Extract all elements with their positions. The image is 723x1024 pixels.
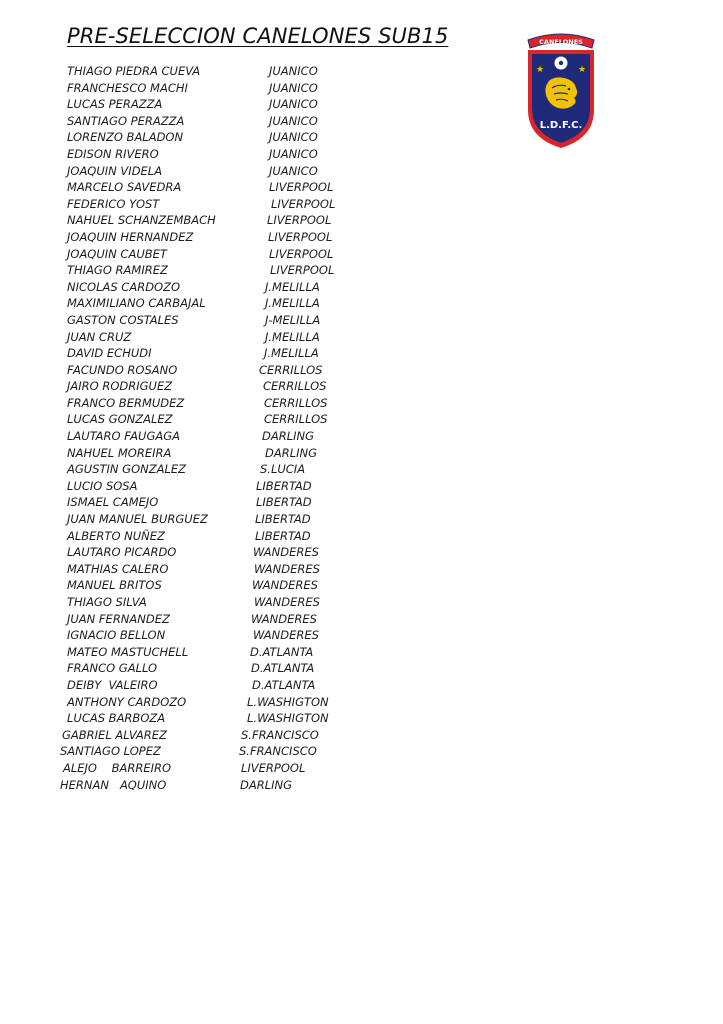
player-club: LIBERTAD — [255, 528, 311, 543]
player-club: LIVERPOOL — [270, 263, 335, 278]
player-club: CERRILLOS — [264, 395, 328, 410]
player-name: JOAQUIN HERNANDEZ — [67, 229, 194, 244]
player-name: LUCIO SOSA — [67, 478, 138, 493]
player-club: D.ATLANTA — [250, 644, 314, 659]
player-row — [0, 644, 723, 661]
player-row — [0, 163, 723, 180]
player-club: JUANICO — [269, 80, 318, 95]
player-name: LUCAS GONZALEZ — [67, 412, 173, 427]
player-row — [0, 129, 723, 146]
player-name: NICOLAS CARDOZO — [67, 279, 181, 294]
player-row — [0, 428, 723, 445]
player-row — [0, 395, 723, 412]
player-row — [0, 445, 723, 462]
player-row — [0, 760, 723, 777]
player-row — [0, 96, 723, 113]
player-row — [0, 262, 723, 279]
player-club: LIVERPOOL — [267, 213, 332, 228]
player-name: NAHUEL SCHANZEMBACH — [67, 213, 216, 228]
player-club: S.LUCIA — [260, 462, 306, 477]
player-club: LIVERPOOL — [269, 246, 334, 261]
player-name: LORENZO BALADON — [67, 130, 184, 145]
player-name: EDISON RIVERO — [67, 146, 159, 161]
player-row — [0, 345, 723, 362]
player-name: THIAGO SILVA — [67, 595, 147, 609]
player-name: JUAN CRUZ — [67, 329, 132, 344]
player-row — [0, 660, 723, 677]
player-name: NAHUEL MOREIRA — [67, 445, 172, 460]
player-club: JUANICO — [269, 146, 318, 161]
player-name: MAXIMILIANO CARBAJAL — [67, 296, 206, 311]
player-name: FRANCHESCO MACHI — [67, 80, 188, 95]
player-name: THIAGO PIEDRA CUEVA — [67, 64, 201, 78]
player-name: SANTIAGO LOPEZ — [60, 744, 161, 759]
player-club: WANDERES — [254, 595, 320, 609]
player-club: JUANICO — [269, 130, 318, 145]
svg-text:★: ★ — [535, 65, 545, 75]
player-name: LAUTARO PICARDO — [67, 545, 177, 560]
player-row — [0, 710, 723, 727]
player-club: L.WASHIGTON — [247, 694, 329, 709]
player-name: LUCAS PERAZZA — [67, 97, 163, 112]
player-row — [0, 146, 723, 163]
player-club: LIVERPOOL — [271, 196, 336, 211]
player-club: J-MELILLA — [265, 312, 321, 327]
player-row — [0, 494, 723, 511]
player-name: THIAGO RAMIREZ — [67, 263, 168, 278]
player-row — [0, 561, 723, 578]
player-club: LIVERPOOL — [269, 180, 334, 195]
player-row — [0, 329, 723, 346]
player-club: JUANICO — [269, 64, 318, 78]
player-club: JUANICO — [269, 113, 318, 128]
player-name: MARCELO SAVEDRA — [67, 180, 182, 195]
player-row — [0, 594, 723, 611]
player-row — [0, 279, 723, 296]
player-club: DARLING — [262, 429, 315, 444]
player-name: DAVID ECHUDI — [67, 346, 152, 361]
player-row — [0, 229, 723, 246]
player-club: D.ATLANTA — [252, 677, 316, 692]
player-club: LIVERPOOL — [268, 229, 333, 244]
player-name: MANUEL BRITOS — [67, 578, 162, 593]
player-club: CERRILLOS — [259, 362, 323, 377]
player-name: JUAN FERNANDEZ — [67, 611, 170, 626]
player-name: FRANCO BERMUDEZ — [67, 395, 185, 410]
player-name: DEIBY VALEIRO — [67, 677, 158, 692]
player-name: JOAQUIN VIDELA — [67, 163, 163, 178]
player-name: ISMAEL CAMEJO — [67, 495, 159, 510]
player-row — [0, 544, 723, 561]
player-club: DARLING — [265, 445, 318, 460]
player-row — [0, 80, 723, 97]
player-club: WANDERES — [253, 628, 319, 643]
player-row — [0, 295, 723, 312]
player-name: JOAQUIN CAUBET — [67, 246, 167, 261]
player-name: FRANCO GALLO — [67, 661, 158, 676]
player-name: FEDERICO YOST — [67, 196, 160, 211]
player-row — [0, 777, 723, 794]
player-name: ALBERTO NUÑEZ — [67, 528, 165, 543]
player-row — [0, 312, 723, 329]
player-club: WANDERES — [254, 561, 320, 576]
player-club: CERRILLOS — [264, 412, 328, 427]
player-club: S.FRANCISCO — [239, 744, 317, 759]
player-name: GABRIEL ALVAREZ — [62, 727, 167, 742]
page-title: PRE-SELECCION CANELONES SUB15 — [67, 24, 449, 48]
player-row — [0, 63, 723, 80]
player-club: DARLING — [240, 777, 293, 792]
player-club: J.MELILLA — [265, 329, 320, 344]
player-name: MATHIAS CALERO — [67, 561, 169, 576]
player-name: MATEO MASTUCHELL — [67, 644, 189, 659]
crest-initials: L.D.F.C. — [539, 120, 583, 131]
player-name: LUCAS BARBOZA — [67, 711, 166, 726]
player-club: J.MELILLA — [265, 279, 320, 294]
player-club: WANDERES — [251, 611, 317, 626]
player-name: ANTHONY CARDOZO — [67, 694, 187, 709]
player-row — [0, 362, 723, 379]
player-row — [0, 511, 723, 528]
player-row — [0, 611, 723, 628]
player-club: J.MELILLA — [265, 296, 320, 311]
player-row — [0, 694, 723, 711]
player-club: L.WASHIGTON — [247, 711, 329, 726]
player-row — [0, 727, 723, 744]
player-name: ALEJO BARREIRO — [63, 760, 172, 775]
player-club: S.FRANCISCO — [241, 727, 319, 742]
player-row — [0, 627, 723, 644]
player-club: LIBERTAD — [255, 512, 311, 527]
player-name: JUAN MANUEL BURGUEZ — [67, 512, 208, 527]
player-club: JUANICO — [269, 163, 318, 178]
player-list — [0, 63, 723, 793]
player-row — [0, 378, 723, 395]
player-row — [0, 246, 723, 263]
player-row — [0, 743, 723, 760]
svg-text:★: ★ — [577, 65, 587, 75]
player-row — [0, 478, 723, 495]
svg-text:CANELONES: CANELONES — [539, 38, 583, 46]
player-name: FACUNDO ROSANO — [67, 362, 178, 377]
player-club: J.MELILLA — [264, 346, 319, 361]
player-row — [0, 113, 723, 130]
player-row — [0, 677, 723, 694]
player-club: CERRILLOS — [263, 379, 327, 394]
player-name: AGUSTIN GONZALEZ — [67, 462, 187, 477]
player-row — [0, 196, 723, 213]
player-club: LIBERTAD — [256, 478, 312, 493]
player-row — [0, 577, 723, 594]
player-club: D.ATLANTA — [251, 661, 315, 676]
player-row — [0, 528, 723, 545]
player-name: IGNACIO BELLON — [67, 628, 166, 643]
player-name: GASTON COSTALES — [67, 312, 179, 327]
player-club: WANDERES — [252, 578, 318, 593]
player-name: HERNAN AQUINO — [60, 777, 167, 792]
player-name: LAUTARO FAUGAGA — [67, 429, 181, 444]
player-name: JAIRO RODRIGUEZ — [67, 379, 173, 394]
player-row — [0, 212, 723, 229]
player-name: SANTIAGO PERAZZA — [67, 113, 185, 128]
player-club: LIVERPOOL — [241, 760, 306, 775]
player-club: WANDERES — [253, 545, 319, 560]
player-row — [0, 461, 723, 478]
player-row — [0, 411, 723, 428]
player-row — [0, 179, 723, 196]
player-club: LIBERTAD — [256, 495, 312, 510]
player-club: JUANICO — [269, 97, 318, 112]
